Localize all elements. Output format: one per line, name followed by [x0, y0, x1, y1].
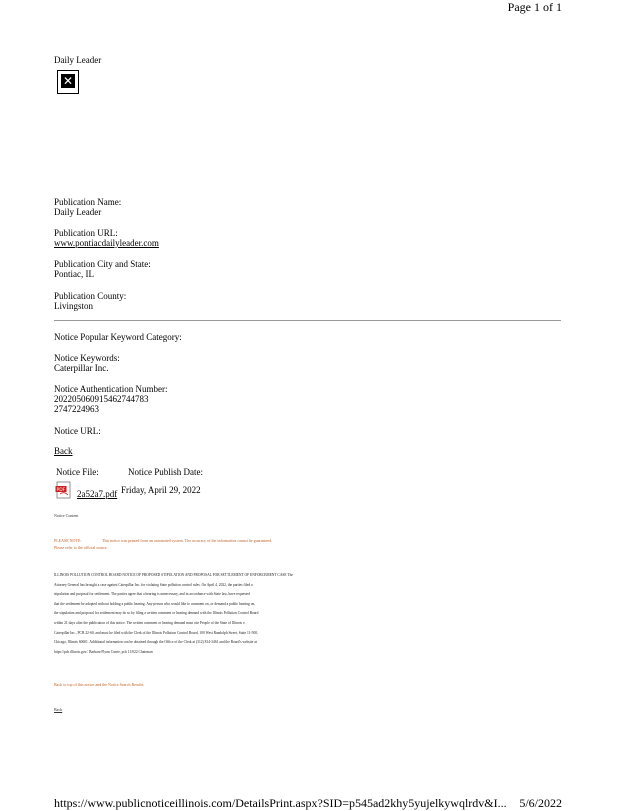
- svg-text:PDF: PDF: [56, 488, 66, 493]
- please-note-text-2: Please refer to the official source.: [54, 545, 108, 550]
- notice-body-line: ILLINOIS POLLUTION CONTROL BOARD NOTICE OF PROPOSED STIPULATION AND PROPOSAL FOR SETTLEMENT OF ENFORCEMENT CASE The: [54, 573, 294, 577]
- publication-city-label: Publication City and State:: [54, 259, 151, 269]
- publication-county-label: Publication County:: [54, 291, 127, 301]
- notice-file-label: Notice File:: [56, 467, 99, 477]
- bottom-back-link[interactable]: Back: [54, 707, 63, 712]
- publication-title-small: Daily Leader: [54, 55, 102, 65]
- publication-url-link[interactable]: www.pontiacdailyleader.com: [54, 238, 159, 248]
- publication-name-label: Publication Name:: [54, 197, 122, 207]
- publication-city-value: Pontiac, IL: [54, 269, 94, 279]
- notice-url-label: Notice URL:: [54, 426, 101, 436]
- notice-body-line: that the settlement be adopted without holding a public hearing. Any person who would like to comment on, or demand a public hearing on,: [54, 601, 256, 606]
- notice-publish-date-label: Notice Publish Date:: [128, 467, 203, 477]
- notice-body-line: within 21 days after the publication of this notice. The written comment or hearing demand must cite People of the State of Illinois v.: [54, 620, 246, 625]
- please-note-label: PLEASE NOTE:: [54, 538, 82, 543]
- back-link[interactable]: Back: [54, 446, 73, 456]
- notice-body-line: the stipulation and proposal for settlement may do so by filing a written comment or hearing demand with the Illinois Pollution Control Board: [54, 611, 259, 616]
- auth-number-value-1: 202205060915462744783: [54, 394, 149, 404]
- notice-body: [54, 571, 304, 657]
- publication-county-value: Livingston: [54, 301, 94, 311]
- keyword-category-label: Notice Popular Keyword Category:: [54, 332, 182, 342]
- auth-number-value-2: 2747224963: [54, 404, 99, 414]
- auth-number-label: Notice Authentication Number:: [54, 384, 168, 394]
- notice-body-line: Attorney General has brought a case against Caterpillar Inc. for violating State pollution control rules. On April 4, 2022, the parties filed a: [54, 582, 253, 587]
- divider: [54, 320, 561, 321]
- footer-date: 5/6/2022: [519, 796, 562, 810]
- broken-image-icon: ✕: [57, 70, 79, 94]
- back-to-top-link[interactable]: Back to top of this notice and the Notice Search Results.: [54, 682, 145, 687]
- pdf-file-link[interactable]: 2a52a7.pdf: [77, 489, 118, 499]
- publication-url-label: Publication URL:: [54, 228, 118, 238]
- publish-date-value: Friday, April 29, 2022: [121, 485, 201, 495]
- notice-body-line: Chicago, Illinois 60601. Additional information can be obtained through the Office of the Clerk at (312) 814-3461 and the Board's website at: [54, 640, 257, 645]
- publication-name-value: Daily Leader: [54, 207, 102, 217]
- footer-url: https://www.publicnoticeillinois.com/DetailsPrint.aspx?SID=p545ad2khy5yujelkywqlrdv&I...: [54, 796, 507, 810]
- pdf-file-icon[interactable]: [55, 481, 73, 499]
- notice-content-label: Notice Content: [54, 513, 79, 518]
- keywords-value: Caterpillar Inc.: [54, 363, 109, 373]
- notice-body-line: stipulation and proposal for settlement. The parties agree that a hearing is unnecessary, and in accordance with State law, have requested: [54, 592, 250, 597]
- notice-body-line: Caterpillar Inc., PCB 22-60, and must be filed with the Clerk of the Illinois Pollution Control Board, 100 West Randolph Street, Suite 11-500,: [54, 630, 258, 635]
- please-note-text: This notice was printed from an automated system. The accuracy of the information cannot be guaranteed.: [102, 538, 273, 543]
- notice-body-line: https://pcb.illinois.gov/. Barbara Flynn Currie, pcb 11/022 Chairman: [54, 649, 153, 654]
- page-number: Page 1 of 1: [507, 0, 562, 14]
- keywords-label: Notice Keywords:: [54, 353, 120, 363]
